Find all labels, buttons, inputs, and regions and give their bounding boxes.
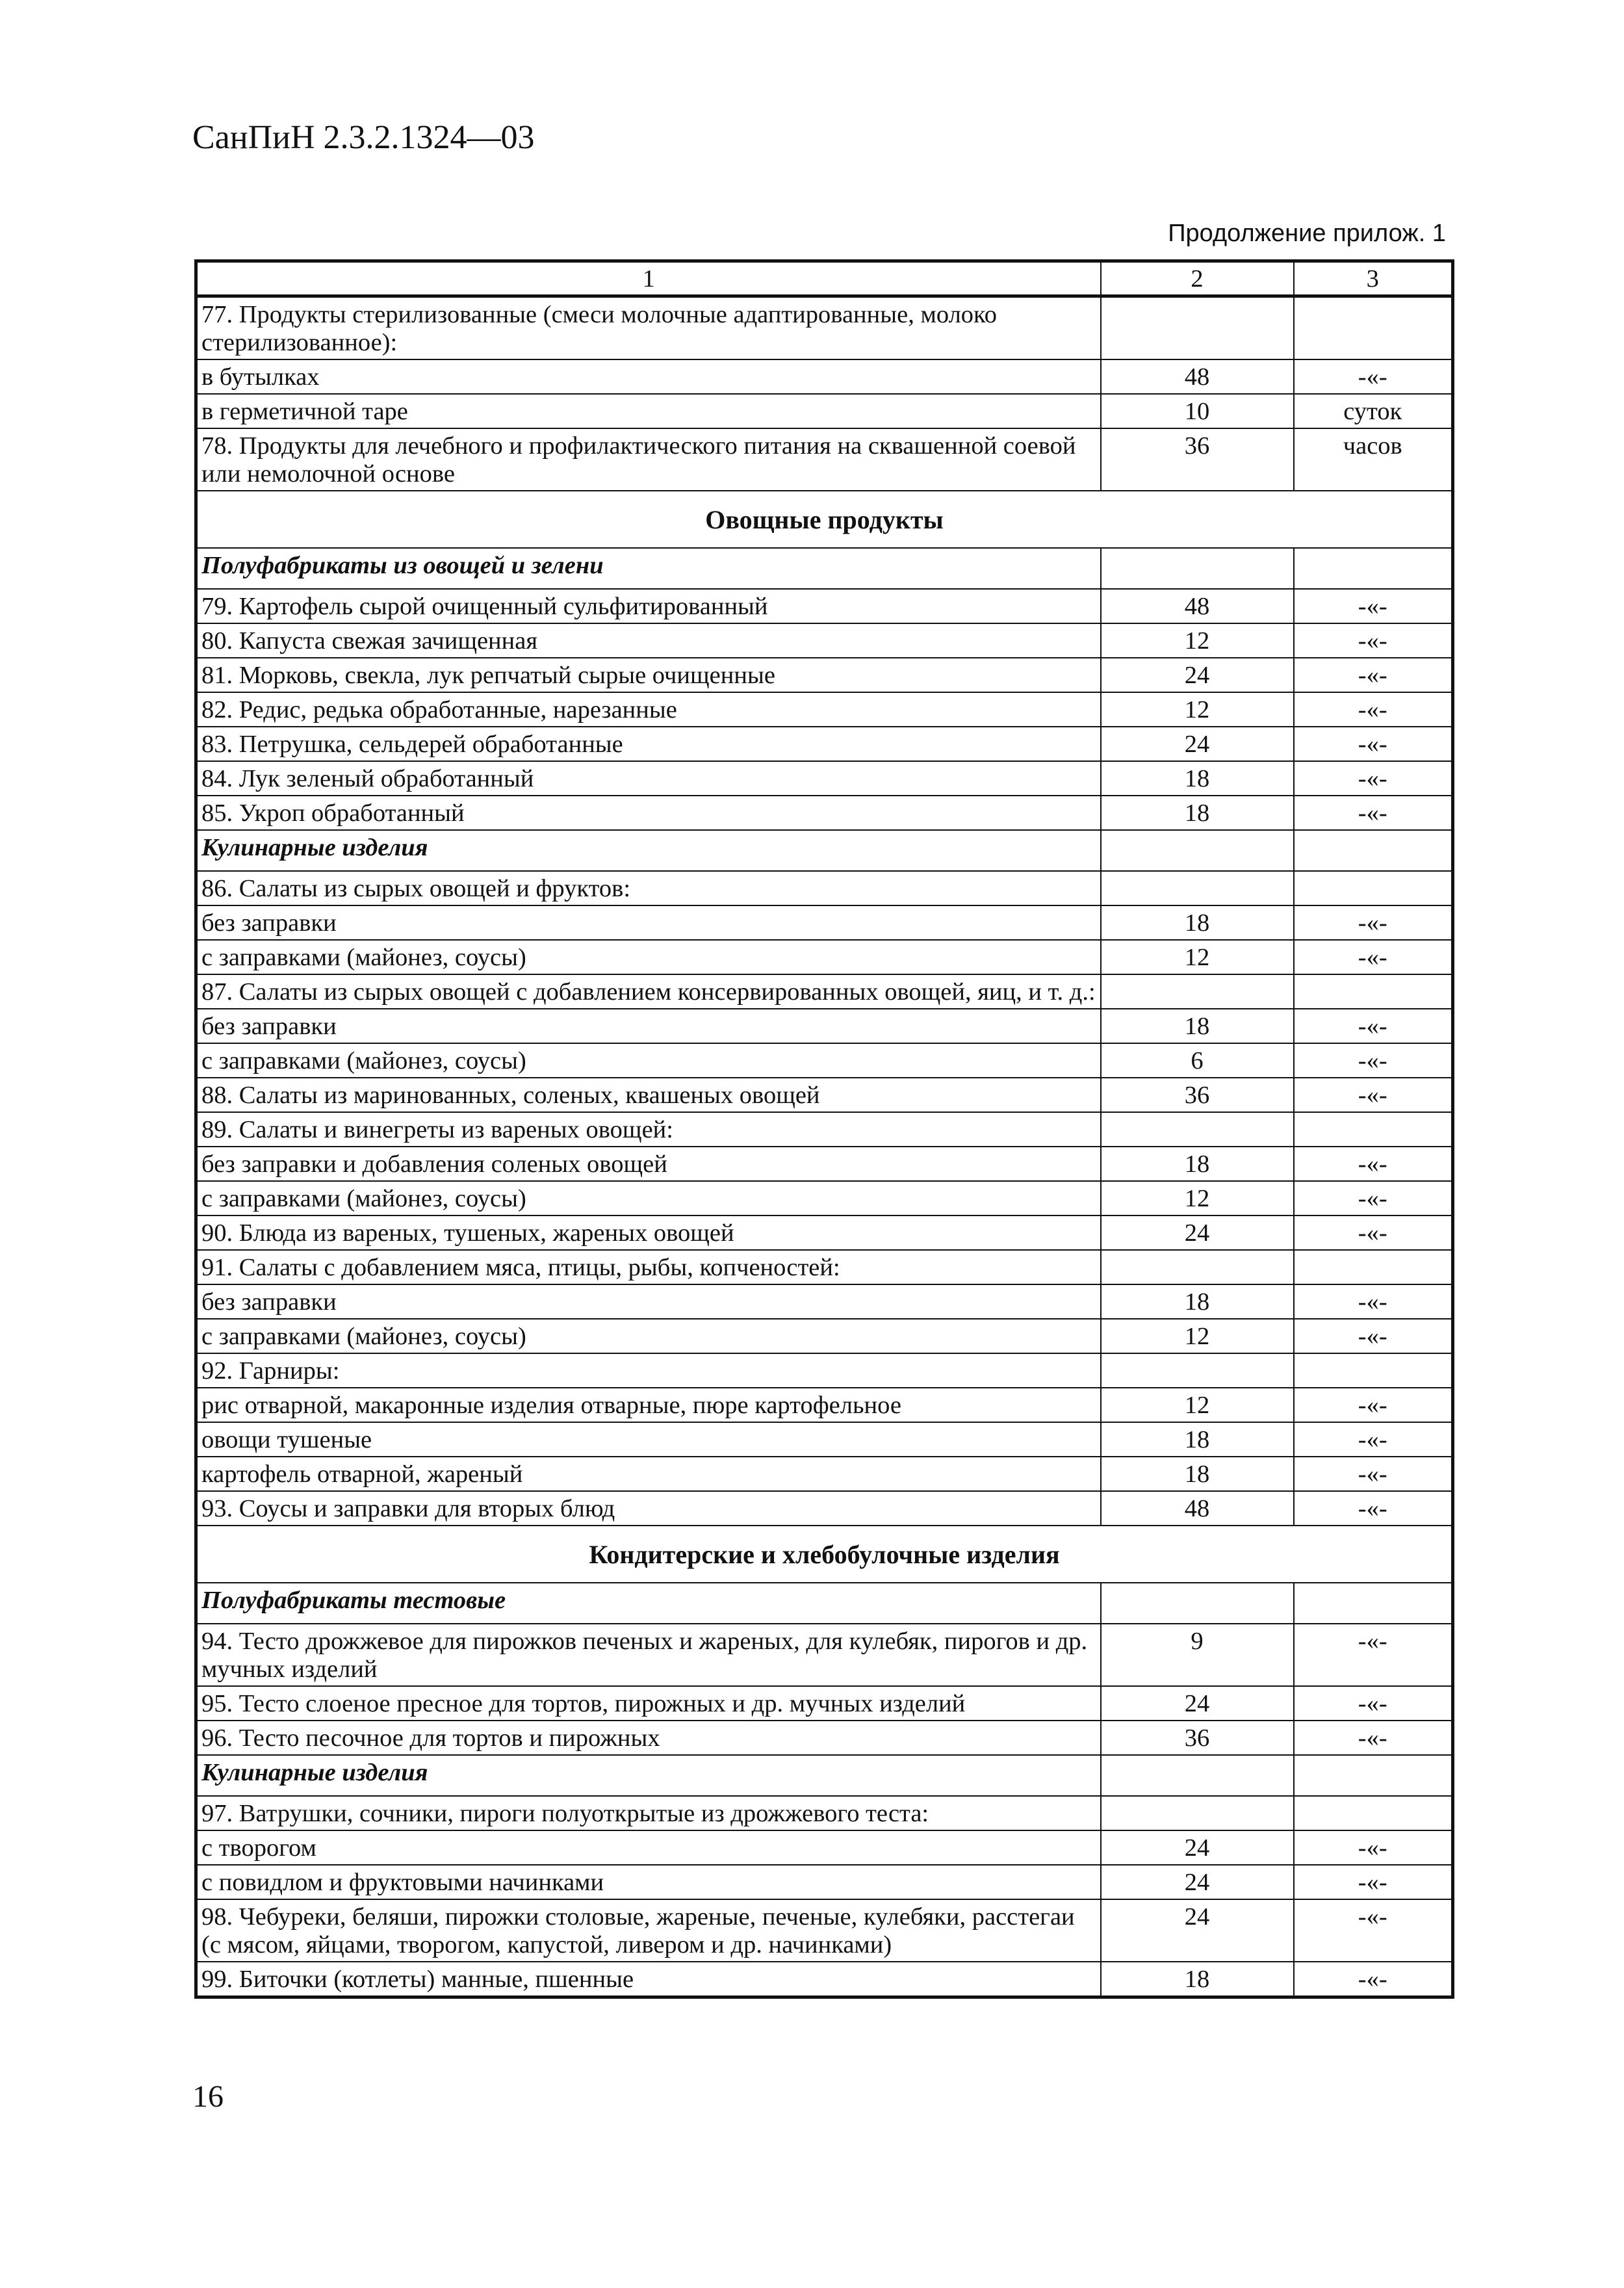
duration-unit-cell: -«- xyxy=(1294,692,1453,727)
duration-unit-cell: -«- xyxy=(1294,1686,1453,1721)
product-name-cell: с заправками (майонез, соусы) xyxy=(196,1319,1101,1353)
product-name-cell: 90. Блюда из вареных, тушеных, жареных овощей xyxy=(196,1216,1101,1250)
product-name-cell: 77. Продукты стерилизованные (смеси молочные адаптированные, молоко стерилизованное): xyxy=(196,296,1101,360)
product-name-cell: 88. Салаты из маринованных, соленых, квашеных овощей xyxy=(196,1078,1101,1112)
product-name-cell: 80. Капуста свежая зачищенная xyxy=(196,623,1101,658)
table-row xyxy=(196,1491,1453,1526)
table-row xyxy=(196,658,1453,692)
duration-value-cell: 9 xyxy=(1101,1624,1294,1686)
duration-unit-cell: -«- xyxy=(1294,1457,1453,1491)
product-name-cell: 89. Салаты и винегреты из вареных овощей: xyxy=(196,1112,1101,1147)
duration-value-cell: 24 xyxy=(1101,1216,1294,1250)
duration-value-cell xyxy=(1101,871,1294,905)
duration-value-cell xyxy=(1101,1796,1294,1830)
duration-unit-cell: -«- xyxy=(1294,359,1453,394)
product-name-cell: 85. Укроп обработанный xyxy=(196,796,1101,830)
table-body xyxy=(196,261,1453,1997)
table-row xyxy=(196,1250,1453,1284)
subsection-row xyxy=(196,830,1453,871)
duration-value-cell: 18 xyxy=(1101,905,1294,940)
product-name-cell: 81. Морковь, свекла, лук репчатый сырые очищенные xyxy=(196,658,1101,692)
duration-value-cell: 12 xyxy=(1101,692,1294,727)
duration-value-cell: 36 xyxy=(1101,1078,1294,1112)
product-name-cell: 98. Чебуреки, беляши, пирожки столовые, жареные, печеные, кулебяки, расстегаи (с мясом, яйцами, творогом, капустой, ливером и др. начинками) xyxy=(196,1899,1101,1962)
duration-value-cell xyxy=(1101,974,1294,1009)
product-name-cell: 93. Соусы и заправки для вторых блюд xyxy=(196,1491,1101,1526)
table-row xyxy=(196,1216,1453,1250)
duration-value-cell: 18 xyxy=(1101,1422,1294,1457)
table-row xyxy=(196,940,1453,974)
duration-value-cell: 48 xyxy=(1101,359,1294,394)
table-row xyxy=(196,1796,1453,1830)
product-name-cell: 84. Лук зеленый обработанный xyxy=(196,761,1101,796)
duration-unit-cell: -«- xyxy=(1294,1624,1453,1686)
column-header-2: 2 xyxy=(1101,261,1294,296)
duration-unit-cell xyxy=(1294,830,1453,871)
product-name-cell: в герметичной таре xyxy=(196,394,1101,428)
table-row xyxy=(196,623,1453,658)
duration-unit-cell xyxy=(1294,296,1453,360)
duration-value-cell: 18 xyxy=(1101,1284,1294,1319)
product-name-cell: 91. Салаты с добавлением мяса, птицы, рыбы, копченостей: xyxy=(196,1250,1101,1284)
column-header-3: 3 xyxy=(1294,261,1453,296)
product-name-cell: картофель отварной, жареный xyxy=(196,1457,1101,1491)
product-name-cell: 96. Тесто песочное для тортов и пирожных xyxy=(196,1721,1101,1755)
section-heading-row xyxy=(196,491,1453,548)
duration-unit-cell xyxy=(1294,871,1453,905)
product-name-cell: 97. Ватрушки, сочники, пироги полуоткрытые из дрожжевого теста: xyxy=(196,1796,1101,1830)
duration-unit-cell: -«- xyxy=(1294,1284,1453,1319)
duration-value-cell: 6 xyxy=(1101,1043,1294,1078)
table-header-row xyxy=(196,261,1453,296)
duration-value-cell: 10 xyxy=(1101,394,1294,428)
product-name-cell: 99. Биточки (котлеты) манные, пшенные xyxy=(196,1962,1101,1997)
table-row xyxy=(196,727,1453,761)
duration-value-cell: 18 xyxy=(1101,1457,1294,1491)
duration-value-cell: 48 xyxy=(1101,1491,1294,1526)
duration-unit-cell: -«- xyxy=(1294,1147,1453,1181)
duration-value-cell xyxy=(1101,1755,1294,1796)
product-name-cell: 83. Петрушка, сельдерей обработанные xyxy=(196,727,1101,761)
subsection-label: Кулинарные изделия xyxy=(196,830,1101,871)
duration-value-cell: 18 xyxy=(1101,1147,1294,1181)
duration-unit-cell: -«- xyxy=(1294,1216,1453,1250)
duration-unit-cell: -«- xyxy=(1294,1422,1453,1457)
duration-unit-cell: -«- xyxy=(1294,1181,1453,1216)
table-row xyxy=(196,761,1453,796)
table-row xyxy=(196,1181,1453,1216)
table-row xyxy=(196,1319,1453,1353)
table-row xyxy=(196,1686,1453,1721)
duration-unit-cell: суток xyxy=(1294,394,1453,428)
table-row xyxy=(196,428,1453,491)
duration-value-cell xyxy=(1101,1353,1294,1388)
table-row xyxy=(196,1043,1453,1078)
duration-unit-cell xyxy=(1294,1250,1453,1284)
product-name-cell: овощи тушеные xyxy=(196,1422,1101,1457)
duration-unit-cell: -«- xyxy=(1294,1721,1453,1755)
table-row xyxy=(196,871,1453,905)
duration-unit-cell: часов xyxy=(1294,428,1453,491)
duration-unit-cell xyxy=(1294,1755,1453,1796)
table-row xyxy=(196,1388,1453,1422)
product-name-cell: 82. Редис, редька обработанные, нарезанные xyxy=(196,692,1101,727)
table-row xyxy=(196,1865,1453,1899)
product-name-cell: 87. Салаты из сырых овощей с добавлением консервированных овощей, яиц, и т. д.: xyxy=(196,974,1101,1009)
table-row xyxy=(196,394,1453,428)
product-name-cell: с заправками (майонез, соусы) xyxy=(196,1043,1101,1078)
duration-value-cell: 12 xyxy=(1101,1319,1294,1353)
table-row xyxy=(196,796,1453,830)
product-name-cell: без заправки xyxy=(196,1009,1101,1043)
duration-unit-cell: -«- xyxy=(1294,1865,1453,1899)
subsection-row xyxy=(196,1755,1453,1796)
duration-unit-cell xyxy=(1294,974,1453,1009)
duration-value-cell xyxy=(1101,1112,1294,1147)
product-name-cell: 92. Гарниры: xyxy=(196,1353,1101,1388)
duration-value-cell: 48 xyxy=(1101,589,1294,623)
table-row xyxy=(196,905,1453,940)
duration-value-cell: 12 xyxy=(1101,940,1294,974)
duration-unit-cell xyxy=(1294,1112,1453,1147)
table-row xyxy=(196,692,1453,727)
subsection-label: Кулинарные изделия xyxy=(196,1755,1101,1796)
duration-value-cell: 24 xyxy=(1101,727,1294,761)
table-row xyxy=(196,1112,1453,1147)
duration-unit-cell xyxy=(1294,1796,1453,1830)
duration-unit-cell: -«- xyxy=(1294,727,1453,761)
duration-unit-cell: -«- xyxy=(1294,1078,1453,1112)
document-title: СанПиН 2.3.2.1324—03 xyxy=(192,119,535,156)
product-name-cell: рис отварной, макаронные изделия отварные, пюре картофельное xyxy=(196,1388,1101,1422)
table-row xyxy=(196,589,1453,623)
duration-unit-cell: -«- xyxy=(1294,1899,1453,1962)
duration-unit-cell: -«- xyxy=(1294,761,1453,796)
table-row xyxy=(196,1624,1453,1686)
duration-unit-cell: -«- xyxy=(1294,796,1453,830)
product-name-cell: с повидлом и фруктовыми начинками xyxy=(196,1865,1101,1899)
shelf-life-table xyxy=(194,259,1454,1999)
product-name-cell: с заправками (майонез, соусы) xyxy=(196,940,1101,974)
duration-value-cell: 12 xyxy=(1101,1181,1294,1216)
duration-unit-cell xyxy=(1294,1353,1453,1388)
duration-value-cell xyxy=(1101,1250,1294,1284)
table-row xyxy=(196,1830,1453,1865)
duration-value-cell: 24 xyxy=(1101,658,1294,692)
table-row xyxy=(196,1422,1453,1457)
section-heading: Овощные продукты xyxy=(196,491,1453,548)
duration-unit-cell: -«- xyxy=(1294,1009,1453,1043)
duration-value-cell: 12 xyxy=(1101,623,1294,658)
table-row xyxy=(196,1147,1453,1181)
duration-value-cell xyxy=(1101,548,1294,589)
table-row xyxy=(196,1899,1453,1962)
duration-unit-cell: -«- xyxy=(1294,905,1453,940)
table-row xyxy=(196,1284,1453,1319)
table-row xyxy=(196,1009,1453,1043)
duration-unit-cell: -«- xyxy=(1294,1388,1453,1422)
subsection-row xyxy=(196,548,1453,589)
product-name-cell: в бутылках xyxy=(196,359,1101,394)
duration-unit-cell: -«- xyxy=(1294,623,1453,658)
duration-unit-cell: -«- xyxy=(1294,1319,1453,1353)
duration-value-cell: 24 xyxy=(1101,1865,1294,1899)
duration-value-cell: 24 xyxy=(1101,1899,1294,1962)
continuation-note: Продолжение прилож. 1 xyxy=(1168,220,1446,247)
subsection-row xyxy=(196,1583,1453,1624)
table-row xyxy=(196,296,1453,360)
table-row xyxy=(196,1721,1453,1755)
section-heading-row xyxy=(196,1526,1453,1583)
product-name-cell: без заправки xyxy=(196,1284,1101,1319)
duration-unit-cell: -«- xyxy=(1294,1962,1453,1997)
product-name-cell: 94. Тесто дрожжевое для пирожков печеных и жареных, для кулебяк, пирогов и др. мучных изделий xyxy=(196,1624,1101,1686)
product-name-cell: без заправки и добавления соленых овощей xyxy=(196,1147,1101,1181)
duration-value-cell: 36 xyxy=(1101,1721,1294,1755)
duration-value-cell: 18 xyxy=(1101,761,1294,796)
duration-value-cell: 18 xyxy=(1101,1962,1294,1997)
page-number: 16 xyxy=(192,2079,224,2114)
table-row xyxy=(196,1457,1453,1491)
duration-unit-cell: -«- xyxy=(1294,940,1453,974)
product-name-cell: с творогом xyxy=(196,1830,1101,1865)
duration-value-cell: 18 xyxy=(1101,1009,1294,1043)
duration-value-cell: 24 xyxy=(1101,1830,1294,1865)
subsection-label: Полуфабрикаты из овощей и зелени xyxy=(196,548,1101,589)
product-name-cell: 86. Салаты из сырых овощей и фруктов: xyxy=(196,871,1101,905)
duration-unit-cell: -«- xyxy=(1294,589,1453,623)
table-row xyxy=(196,974,1453,1009)
duration-value-cell xyxy=(1101,1583,1294,1624)
duration-value-cell: 36 xyxy=(1101,428,1294,491)
table-row xyxy=(196,1353,1453,1388)
product-name-cell: 79. Картофель сырой очищенный сульфитированный xyxy=(196,589,1101,623)
duration-unit-cell: -«- xyxy=(1294,1043,1453,1078)
section-heading: Кондитерские и хлебобулочные изделия xyxy=(196,1526,1453,1583)
duration-unit-cell: -«- xyxy=(1294,1830,1453,1865)
duration-unit-cell xyxy=(1294,548,1453,589)
table-row xyxy=(196,1962,1453,1997)
table-row xyxy=(196,1078,1453,1112)
duration-unit-cell: -«- xyxy=(1294,658,1453,692)
product-name-cell: 95. Тесто слоеное пресное для тортов, пирожных и др. мучных изделий xyxy=(196,1686,1101,1721)
product-name-cell: без заправки xyxy=(196,905,1101,940)
duration-value-cell xyxy=(1101,830,1294,871)
duration-value-cell: 12 xyxy=(1101,1388,1294,1422)
duration-value-cell: 24 xyxy=(1101,1686,1294,1721)
subsection-label: Полуфабрикаты тестовые xyxy=(196,1583,1101,1624)
duration-value-cell: 18 xyxy=(1101,796,1294,830)
product-name-cell: с заправками (майонез, соусы) xyxy=(196,1181,1101,1216)
table-row xyxy=(196,359,1453,394)
duration-unit-cell xyxy=(1294,1583,1453,1624)
column-header-1: 1 xyxy=(196,261,1101,296)
duration-unit-cell: -«- xyxy=(1294,1491,1453,1526)
product-name-cell: 78. Продукты для лечебного и профилактического питания на сквашенной соевой или немолочной основе xyxy=(196,428,1101,491)
duration-value-cell xyxy=(1101,296,1294,360)
